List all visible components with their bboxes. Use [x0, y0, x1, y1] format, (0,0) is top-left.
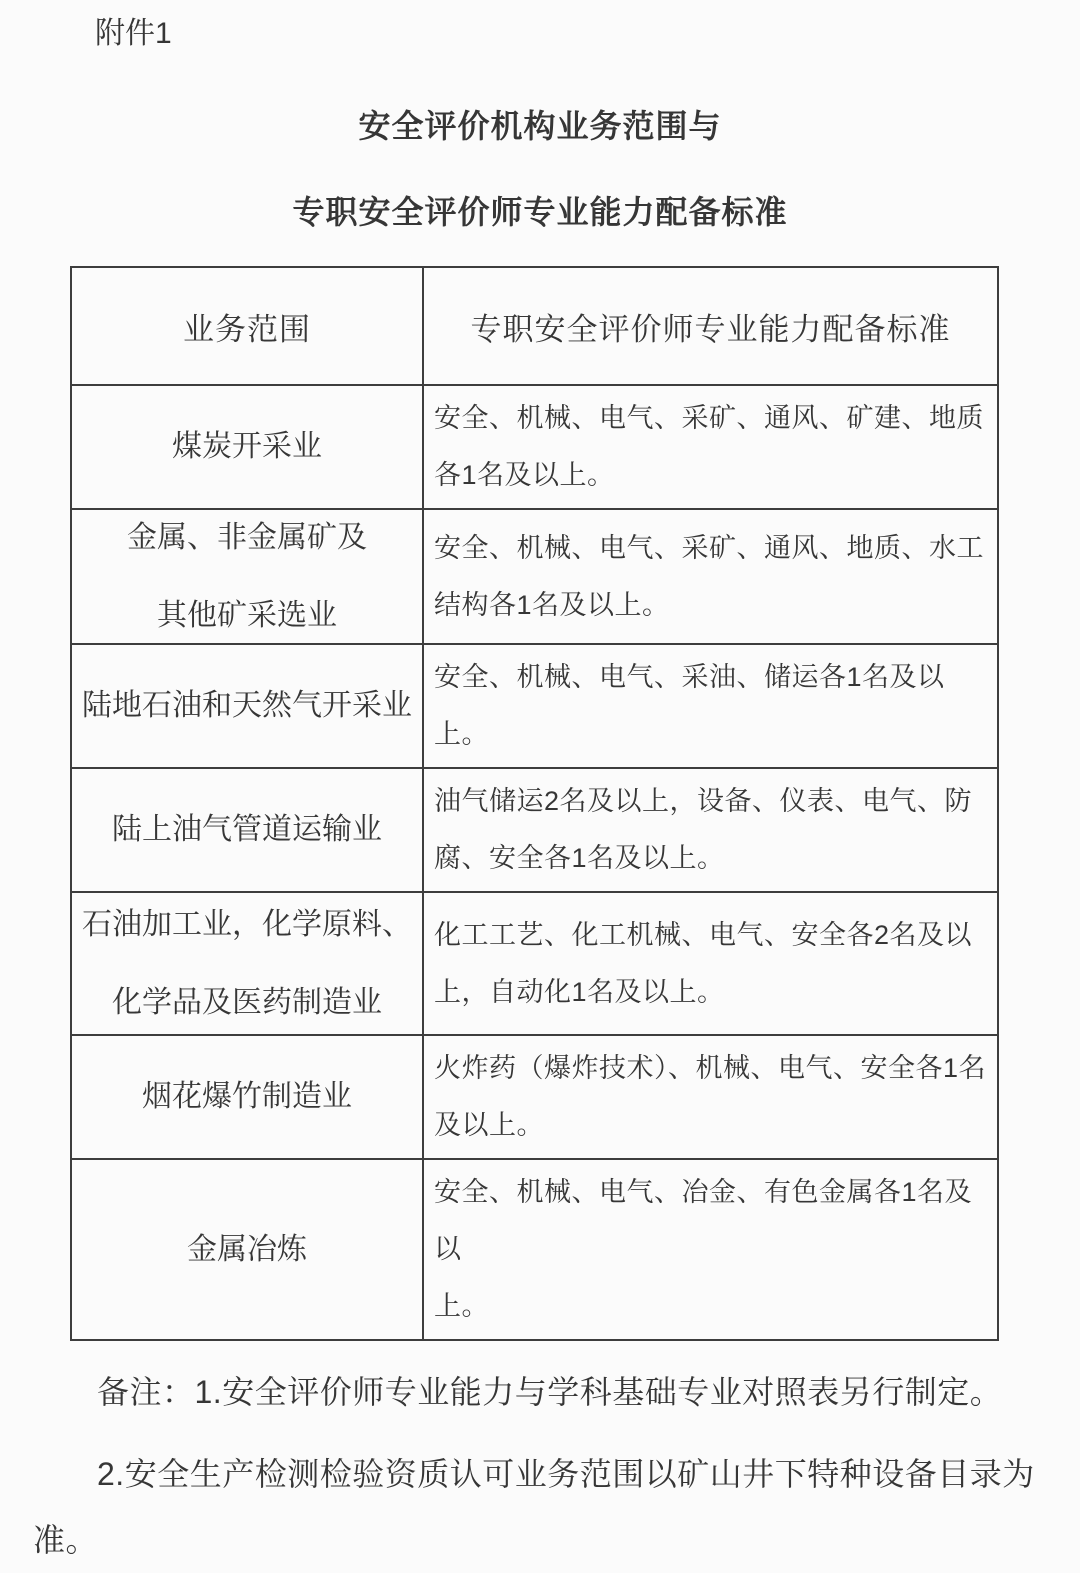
capability-standard-cell	[423, 385, 998, 509]
capability-standard-cell	[423, 1035, 998, 1159]
table-row	[71, 1035, 998, 1159]
capability-standard-line: 各1名及以上。	[434, 460, 615, 490]
doc-title-line1: 安全评价机构业务范围与	[358, 108, 722, 144]
table-row	[71, 644, 998, 768]
business-scope-cell	[71, 385, 423, 509]
table-body	[71, 385, 998, 1340]
capability-standard-line: 油气储运2名及以上，设备、仪表、电气、防	[434, 786, 973, 816]
business-scope-line: 其他矿采选业	[157, 598, 337, 632]
capability-standard-line: 化工工艺、化工机械、电气、安全各2名及以	[434, 919, 973, 950]
capability-standard-line: 及以上。	[434, 1110, 544, 1140]
business-scope-line: 陆上油气管道运输业	[112, 813, 382, 846]
notes-section	[33, 1359, 1035, 1573]
table-row	[71, 1159, 998, 1340]
capability-standard-line: 腐、安全各1名及以上。	[434, 843, 725, 873]
table-header-row	[71, 267, 998, 385]
capability-standard-line: 上，自动化1名及以上。	[434, 976, 725, 1007]
business-scope-cell	[71, 509, 423, 644]
table-row	[71, 509, 998, 644]
capability-standard-cell	[423, 892, 998, 1035]
standards-table	[70, 266, 999, 1341]
capability-standard-line: 安全、机械、电气、冶金、有色金属各1名及以	[434, 1177, 973, 1264]
capability-standard-line: 安全、机械、电气、采矿、通风、地质、水工	[434, 532, 984, 563]
table-row	[71, 768, 998, 892]
capability-standard-cell	[423, 1159, 998, 1340]
business-scope-line: 石油加工业，化学原料、	[82, 907, 412, 941]
capability-standard-cell	[423, 509, 998, 644]
capability-standard-line: 火炸药（爆炸技术）、机械、电气、安全各1名	[434, 1053, 987, 1083]
note-1: 备注：1.安全评价师专业能力与学科基础专业对照表另行制定。	[97, 1374, 1003, 1410]
business-scope-cell	[71, 892, 423, 1035]
business-scope-cell	[71, 644, 423, 768]
capability-standard-line: 结构各1名及以上。	[434, 589, 670, 620]
column-header-business-scope: 业务范围	[71, 267, 423, 385]
capability-standard-line: 上。	[434, 1291, 489, 1321]
capability-standard-line: 安全、机械、电气、采油、储运各1名及以上。	[434, 662, 945, 749]
attachment-label: 附件1	[95, 17, 172, 50]
business-scope-cell	[71, 768, 423, 892]
column-header-capability-standard: 专职安全评价师专业能力配备标准	[423, 267, 998, 385]
capability-standard-cell	[423, 768, 998, 892]
business-scope-line: 化学品及医药制造业	[112, 985, 382, 1019]
business-scope-cell	[71, 1159, 423, 1340]
table-row	[71, 385, 998, 509]
capability-standard-cell	[423, 644, 998, 768]
business-scope-line: 金属、非金属矿及	[127, 520, 367, 554]
business-scope-cell	[71, 1035, 423, 1159]
business-scope-line: 金属冶炼	[187, 1232, 307, 1266]
business-scope-line: 陆地石油和天然气开采业	[82, 689, 412, 722]
note-2: 2.安全生产检测检验资质认可业务范围以矿山井下特种设备目录为准。	[33, 1456, 1035, 1558]
business-scope-line: 烟花爆竹制造业	[142, 1080, 352, 1113]
doc-title-line2: 专职安全评价师专业能力配备标准	[292, 194, 788, 230]
business-scope-line: 煤炭开采业	[172, 430, 322, 463]
capability-standard-line: 安全、机械、电气、采矿、通风、矿建、地质	[434, 403, 984, 433]
table-row	[71, 892, 998, 1035]
